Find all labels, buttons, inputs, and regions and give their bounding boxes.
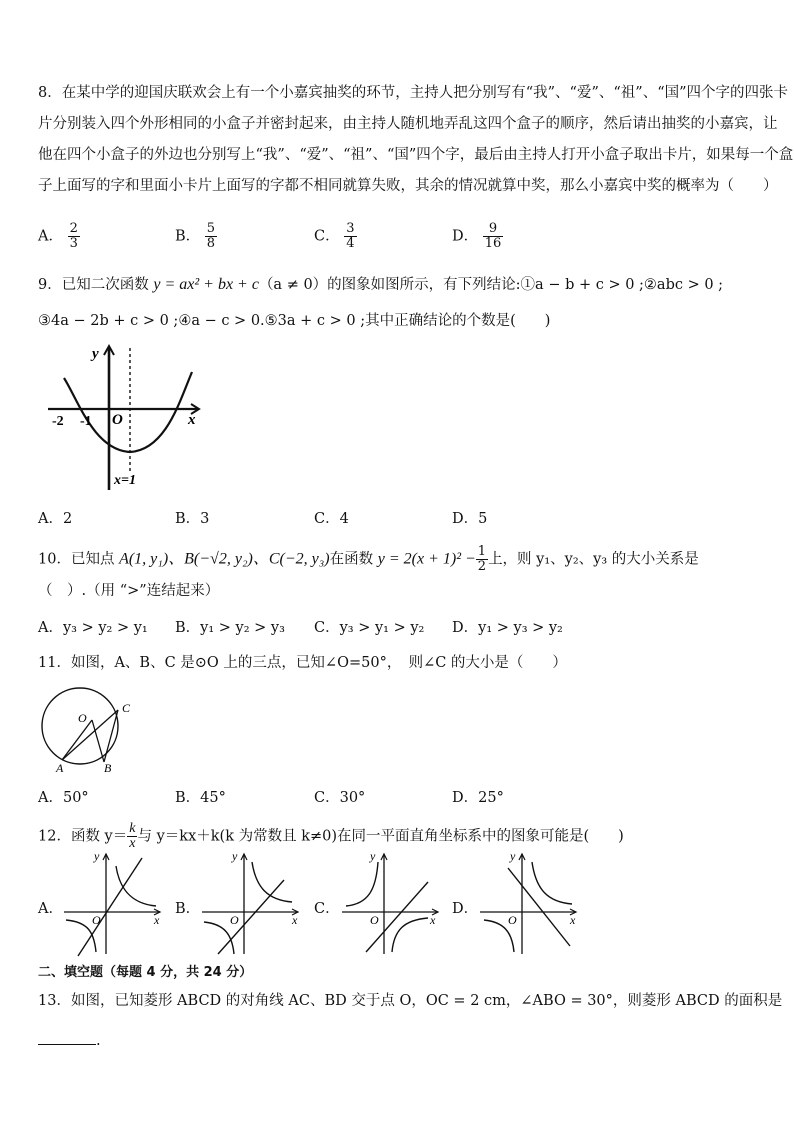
q8-line-1: 8．在某中学的迎国庆联欢会上有一个小嘉宾抽奖的环节，主持人把分别写有“我”、“爱”、“祖”、“国”四个字的四张卡 [38,85,789,101]
q11-circle-figure [38,684,148,774]
q13-answer-line[interactable] [38,1030,101,1052]
q9-axis-label: x=1 [114,473,136,488]
q9-line-1: 9．已知二次函数 y = ax² + bx + c（a ≠ 0）的图象如图所示，有下列结论:①a − b + c > 0 ;②abc > 0 ; [38,276,724,293]
q8-line-2: 片分别装入四个外形相同的小盒子并密封起来，由主持人随机地弄乱这四个盒子的顺序，然后请出抽奖的小嘉宾，让 [38,116,778,132]
q12-line-1: 12．函数 y＝ $\frac{k}{x}$ 与 y＝kx＋k(k 为常数且 k≠0)在同一平面直角坐标系中的图象可能是( ) [38,821,624,851]
q12c-y-label: y [370,849,376,863]
q8-option-b[interactable]: B． $\frac{5}{8}$ [175,221,216,251]
q8-line-3: 他在四个小盒子的外边也分别写上“我”、“爱”、“祖”、“国”四个字，最后由主持人打开小盒子取出卡片，如果每一个盒 [38,147,794,163]
q9-parabola-graph [44,340,204,496]
q12c-x-label: x [430,913,436,927]
q12-option-a[interactable]: A． [38,901,63,917]
q8-option-c[interactable]: C． $\frac{3}{4}$ [314,221,355,251]
q11-option-d[interactable]: D．25° [452,790,504,806]
q10-option-d[interactable]: D．y₁ > y₃ > y₂ [452,620,563,636]
q11-segment-ac [62,710,118,760]
q12a-line [78,858,142,956]
q9-option-d[interactable]: D．5 [452,511,488,527]
q11-segment-bc [104,710,118,762]
q12d-origin: O [508,913,517,927]
q12b-line [218,880,284,954]
q12d-x-label: x [570,913,576,927]
q12-graph-b [196,848,306,958]
q12b-x-label: x [292,913,298,927]
q12c-hyperbola-1 [346,862,378,906]
q10-option-c[interactable]: C．y₃ > y₁ > y₂ [314,620,425,636]
q9-tick-minus-1: -1 [80,414,92,429]
q9-tick-minus-2: -2 [52,414,64,429]
q11-option-a[interactable]: A．50° [38,790,89,806]
q12a-hyperbola-1 [116,866,156,906]
q12b-origin: O [230,913,239,927]
q12c-hyperbola-2 [392,918,428,952]
q12c-origin: O [370,913,379,927]
q13-answer-blank[interactable] [38,1030,96,1045]
q12-graph-a [58,848,168,958]
q8-option-d[interactable]: D． $\frac{9}{16}$ [452,221,502,251]
q12-option-d[interactable]: D． [452,901,479,917]
q13-line-1: 13．如图，已知菱形 ABCD 的对角线 AC、BD 交于点 O，OC = 2 cm，∠ABO = 30°，则菱形 ABCD 的面积是 [38,993,783,1009]
q10-line-1: 10．已知点 A(1, y₁)、B(−√2, y₂)、C(−2, y₃)在函数 y = 2(x + 1)² − $\frac{1}{2}$ 上，则 y₁、y₂、y₃ 的大小关系是 [38,544,699,574]
q10-option-b[interactable]: B．y₁ > y₂ > y₃ [175,620,285,636]
q12-option-c[interactable]: C． [314,901,340,917]
q10-line-2: （ ）.（用 “>”连结起来） [38,583,220,599]
q12a-origin: O [92,913,101,927]
q9-option-b[interactable]: B．3 [175,511,210,527]
q12d-y-label: y [510,849,516,863]
q12d-hyperbola-1 [532,862,572,904]
q9-origin-label: O [112,412,123,428]
q11-label-c: C [122,701,131,715]
q12-graph-c [336,848,446,958]
q10-option-a[interactable]: A．y₃ > y₂ > y₁ [38,620,148,636]
q13-period: . [96,1033,101,1049]
q12b-y-label: y [232,849,238,863]
q12-option-b[interactable]: B． [175,901,201,917]
q9-y-label: y [92,346,99,362]
q9-option-a[interactable]: A．2 [38,511,73,527]
q11-line-1: 11．如图，A、B、C 是⊙O 上的三点，已知∠O=50°， 则∠C 的大小是（ ） [38,655,567,671]
q9-x-label: x [188,412,196,428]
q12a-y-label: y [94,849,100,863]
q8-option-a[interactable]: A． $\frac{2}{3}$ [38,221,78,251]
q11-label-o: O [78,711,87,725]
q12a-x-label: x [154,913,160,927]
q11-segment-ob [92,720,104,762]
q11-option-b[interactable]: B．45° [175,790,226,806]
q12d-line [508,868,570,946]
q9-line-2: ③4a − 2b + c > 0 ;④a − c > 0.⑤3a + c > 0 ;其中正确结论的个数是( ) [38,313,551,329]
q11-option-c[interactable]: C．30° [314,790,366,806]
section-fill-in-heading: 二、填空题（每题 4 分，共 24 分） [38,965,253,980]
q11-segment-oa [62,720,92,760]
q12-graph-d [474,848,584,958]
q8-line-4: 子上面写的字和里面小卡片上面写的字都不相同就算失败，其余的情况就算中奖，那么小嘉宾中奖的概率为（ ） [38,178,778,194]
q11-label-b: B [104,761,112,774]
q12b-hyperbola-1 [252,862,292,902]
q11-label-a: A [56,761,64,774]
q9-parabola [64,372,192,452]
q9-option-c[interactable]: C．4 [314,511,349,527]
